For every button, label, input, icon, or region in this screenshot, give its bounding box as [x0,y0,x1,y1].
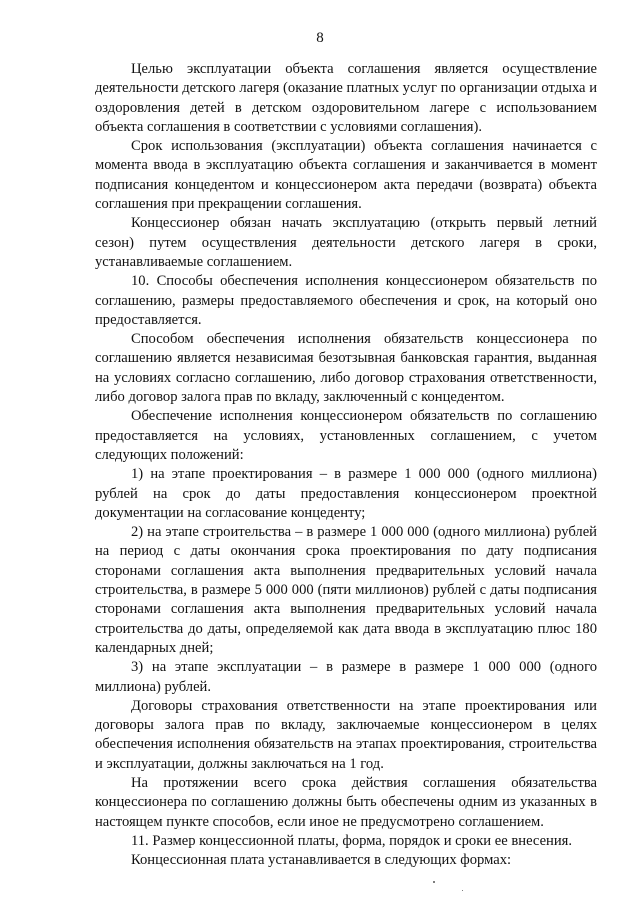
list-item-operation-stage: 3) на этапе эксплуатации – в размере в размере 1 000 000 (одного миллиона) рублей. [95,659,597,695]
paragraph-insurance-contracts: Договоры страхования ответственности на этапе проектирования или договоры залога прав по вкладу, заключаемые концессионером в целях обеспечения исполнения обязательств на этапах проектирования, строительства и эксплуатации, должны заключаться на 1 год. [95,697,597,772]
paragraph-section-10-heading: 10. Способы обеспечения исполнения концессионером обязательств по соглашению, размеры предоставляемого обеспечения и срок, на который оно предоставляется. [95,273,597,328]
paragraph-security-methods: Способом обеспечения исполнения обязательств концессионера по соглашению является независимая безотзывная банковская гарантия, выданная на условиях согласно соглашению, либо договор страхования ответственности, либо договор залога прав по вкладу, заключенный с концедентом. [95,331,597,406]
paragraph-fee-forms: Концессионная плата устанавливается в следующих формах: [131,852,512,869]
paragraph-section-11-heading: 11. Размер концессионной платы, форма, порядок и сроки ее внесения. [131,832,573,849]
list-item-design-stage: 1) на этапе проектирования – в размере 1 000 000 (одного миллиона) рублей на срок до даты предоставления концессионером проектной документации на согласование концеденту; [95,466,597,521]
page-number: 8 [316,30,324,46]
paragraph-operation-start: Концессионер обязан начать эксплуатацию (открыть первый летний сезон) путем осуществления деятельности детского лагеря в сроки, устанавливаемые соглашением. [95,215,597,270]
paragraph-usage-term: Срок использования (эксплуатации) объекта соглашения начинается с момента ввода в эксплуатацию объекта соглашения и заканчивается в момент подписания концедентом и концессионером акта передачи (возврата) объекта соглашения при прекращении соглашения. [95,138,597,213]
paragraph-security-throughout: На протяжении всего срока действия соглашения обязательства концессионера по соглашению должны быть обеспечены одним из указанных в настоящем пункте способов, если иное не предусмотрено соглашением. [95,774,597,830]
paragraph-security-conditions: Обеспечение исполнения концессионером обязательств по соглашению предоставляется на условиях, установленных соглашением, с учетом следующих положений: [95,408,597,463]
scan-speck [462,890,463,891]
paragraph-operation-purpose: Целью эксплуатации объекта соглашения является осуществление деятельности детского лагеря (оказание платных услуг по организации отдыха и оздоровления детей в детском оздоровительном лагере с использованием объекта соглашения в соответствии с условиями соглашения). [95,61,597,135]
list-item-construction-stage: 2) на этапе строительства – в размере 1 000 000 (одного миллиона) рублей на период с даты окончания срока проектирования по дату подписания сторонами соглашения акта выполнения предварительных условий начала строительства, в размере 5 000 000 (пяти миллионов) рублей с даты подписания сторонами соглашения акта выполнения предварительных условий начала строительства до даты, определяемой как дата ввода в эксплуатацию плюс 180 календарных дней; [95,524,597,656]
document-body [95,60,597,870]
scan-speck [433,881,435,883]
